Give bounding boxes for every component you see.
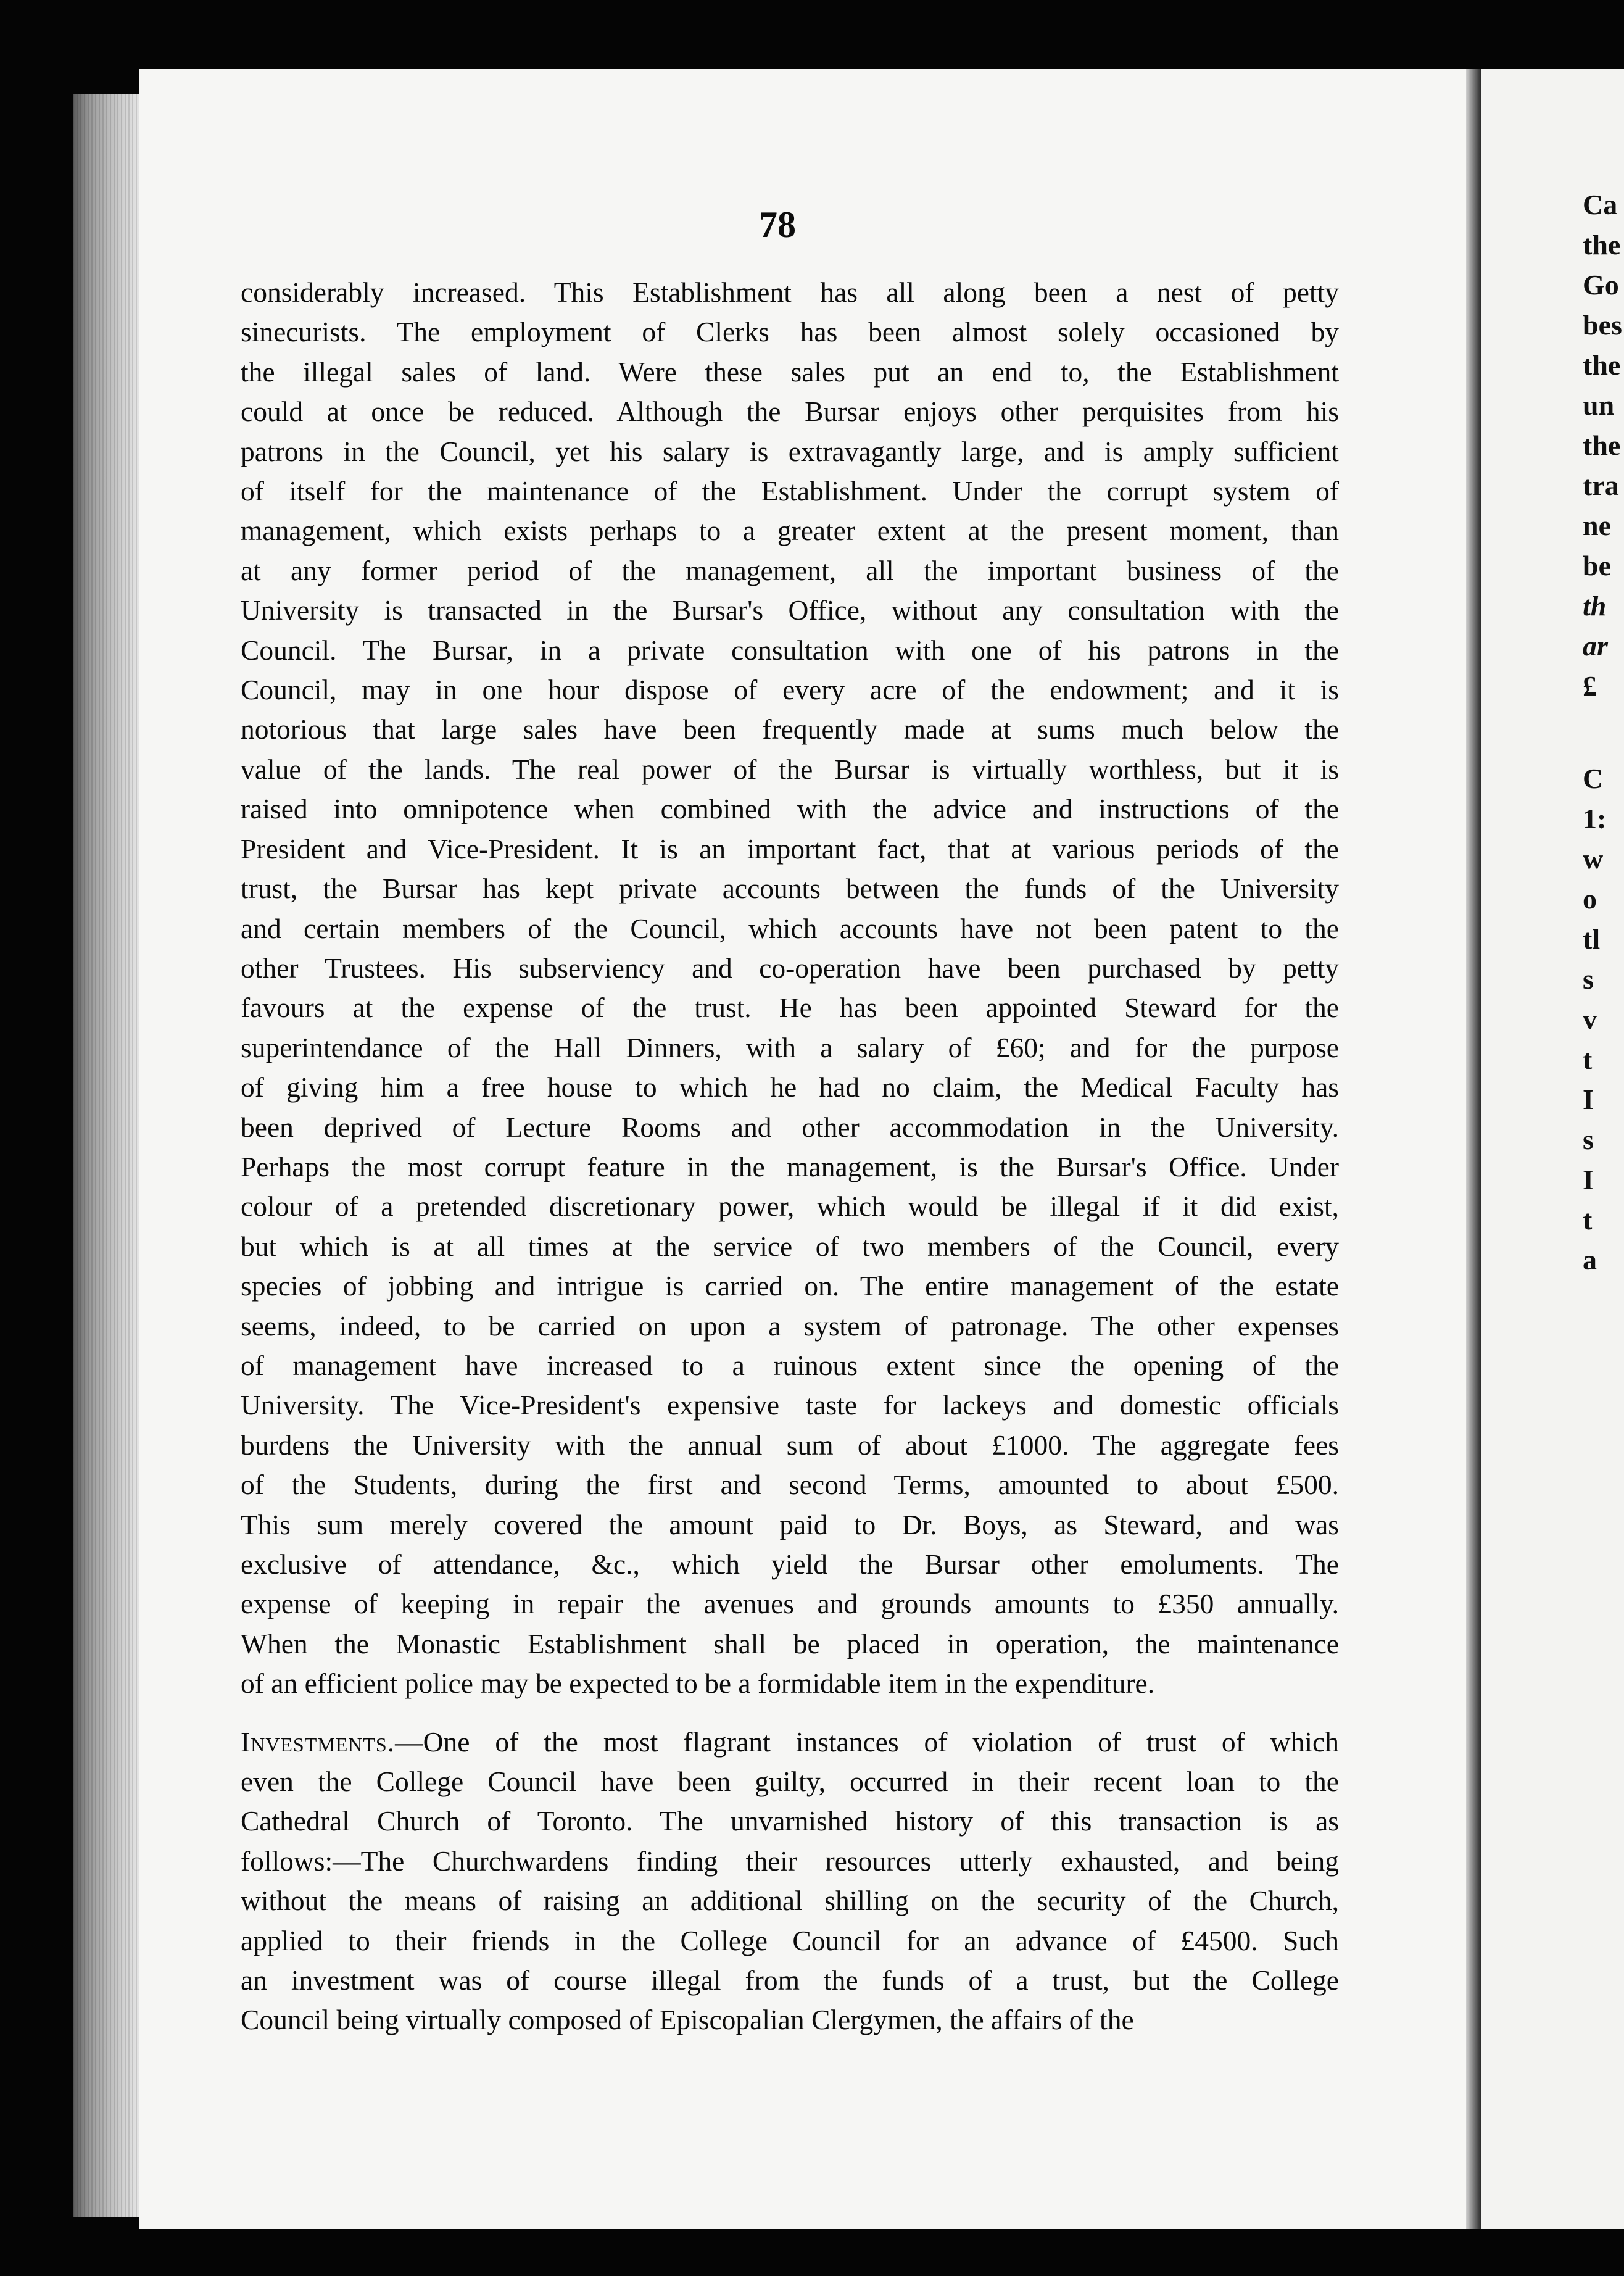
text-line: exclusive of attendance, &c., which yield the Bursar other emoluments. The bbox=[241, 1548, 1339, 1580]
page-edge bbox=[73, 94, 141, 2217]
text-line: at any former period of the management, all the important business of the bbox=[241, 554, 1339, 586]
text-line: applied to their friends in the College Council for an advance of £4500. Such bbox=[241, 1924, 1339, 1956]
text-run: —One of the most flagrant instances of violation of trust of which bbox=[395, 1726, 1339, 1758]
text-line: been deprived of Lecture Rooms and other accommodation in the University. bbox=[241, 1111, 1339, 1143]
facing-page-fragment: v bbox=[1583, 1003, 1597, 1035]
text-line: but which is at all times at the service of two members of the Council, every bbox=[241, 1230, 1339, 1262]
facing-page-fragment: C bbox=[1583, 763, 1604, 794]
facing-page-fragment: th bbox=[1583, 590, 1607, 621]
text-line: notorious that large sales have been frequently made at sums much below the bbox=[241, 713, 1339, 746]
facing-page-fragment: w bbox=[1583, 843, 1604, 874]
text-line: President and Vice-President. It is an important fact, that at various periods of the bbox=[241, 833, 1339, 865]
paragraph-2 bbox=[241, 1722, 1339, 2040]
facing-page-fragment: ar bbox=[1583, 630, 1608, 662]
facing-page-fragment: the bbox=[1583, 229, 1621, 260]
facing-page-fragment: I bbox=[1583, 1084, 1594, 1115]
facing-page bbox=[1481, 69, 1624, 2229]
text-line: University is transacted in the Bursar's Office, without any consultation with the bbox=[241, 594, 1339, 626]
facing-page-fragment: s bbox=[1583, 1124, 1594, 1155]
facing-page-fragment: tl bbox=[1583, 923, 1601, 955]
facing-page-fragment: Go bbox=[1583, 269, 1619, 301]
text-line: of management have increased to a ruinous extent since the opening of the bbox=[241, 1349, 1339, 1381]
text-line: of itself for the maintenance of the Establishment. Under the corrupt system of bbox=[241, 475, 1339, 507]
facing-page-fragment: s bbox=[1583, 963, 1594, 995]
book-gutter bbox=[1466, 69, 1481, 2229]
text-line: When the Monastic Establishment shall be placed in operation, the maintenance bbox=[241, 1627, 1339, 1659]
facing-page-fragment: be bbox=[1583, 550, 1611, 581]
facing-page-fragment: the bbox=[1583, 349, 1621, 381]
paragraph-1 bbox=[241, 273, 1339, 1704]
text-line: of an efficient police may be expected to be a formidable item in the expenditure. bbox=[241, 1668, 1155, 1700]
text-line: Council, may in one hour dispose of every acre of the endowment; and it is bbox=[241, 674, 1339, 706]
text-line: without the means of raising an additional shilling on the security of the Church, bbox=[241, 1885, 1339, 1917]
facing-page-fragment: o bbox=[1583, 883, 1597, 915]
text-line: even the College Council have been guilty, occurred in their recent loan to the bbox=[241, 1766, 1339, 1798]
text-line: superintendance of the Hall Dinners, with a salary of £60; and for the purpose bbox=[241, 1031, 1339, 1063]
body-text bbox=[241, 273, 1339, 2040]
text-line: value of the lands. The real power of the Bursar is virtually worthless, but it is bbox=[241, 753, 1339, 785]
text-line: favours at the expense of the trust. He has been appointed Steward for the bbox=[241, 992, 1339, 1024]
text-line: burdens the University with the annual sum of about £1000. The aggregate fees bbox=[241, 1429, 1339, 1461]
text-line: Cathedral Church of Toronto. The unvarnished history of this transaction is as bbox=[241, 1805, 1339, 1837]
text-line: University. The Vice-President's expensive taste for lackeys and domestic officials bbox=[241, 1389, 1339, 1421]
text-line: expense of keeping in repair the avenues and grounds amounts to £350 annually. bbox=[241, 1588, 1339, 1620]
text-line: trust, the Bursar has kept private accounts between the funds of the University bbox=[241, 873, 1339, 905]
facing-page-fragment: the bbox=[1583, 430, 1621, 461]
text-line: patrons in the Council, yet his salary is extravagantly large, and is amply sufficient bbox=[241, 435, 1339, 467]
facing-page-fragment: Ca bbox=[1583, 189, 1618, 220]
text-line: management, which exists perhaps to a greater extent at the present moment, than bbox=[241, 515, 1339, 547]
facing-page-fragment: a bbox=[1583, 1244, 1597, 1276]
text-line: species of jobbing and intrigue is carried on. The entire management of the estate bbox=[241, 1270, 1339, 1302]
text-line bbox=[241, 1722, 1339, 1762]
facing-page-fragment: £ bbox=[1583, 670, 1597, 702]
text-line: This sum merely covered the amount paid to Dr. Boys, as Steward, and was bbox=[241, 1508, 1339, 1540]
facing-page-fragment: tra bbox=[1583, 470, 1619, 501]
facing-page-fragment: 1: bbox=[1583, 803, 1607, 834]
text-line: of the Students, during the first and second Terms, amounted to about £500. bbox=[241, 1469, 1339, 1501]
facing-page-fragment: bes bbox=[1583, 309, 1622, 341]
text-line: an investment was of course illegal from the funds of a trust, but the College bbox=[241, 1964, 1339, 1996]
facing-page-fragment: ne bbox=[1583, 510, 1611, 541]
facing-page-fragment: un bbox=[1583, 389, 1615, 421]
text-line: could at once be reduced. Although the Bursar enjoys other perquisites from his bbox=[241, 396, 1339, 428]
text-line: Council. The Bursar, in a private consultation with one of his patrons in the bbox=[241, 634, 1339, 666]
page-number: 78 bbox=[759, 204, 796, 245]
text-line: Council being virtually composed of Episcopalian Clergymen, the affairs of the bbox=[241, 2004, 1134, 2036]
text-line: the illegal sales of land. Were these sales put an end to, the Establishment bbox=[241, 355, 1339, 388]
text-line: sinecurists. The employment of Clerks has been almost solely occasioned by bbox=[241, 316, 1339, 348]
text-line: colour of a pretended discretionary power, which would be illegal if it did exist, bbox=[241, 1190, 1339, 1223]
text-line: of giving him a free house to which he had no claim, the Medical Faculty has bbox=[241, 1071, 1339, 1103]
section-heading: Investments. bbox=[241, 1726, 396, 1758]
text-line: Perhaps the most corrupt feature in the management, is the Bursar's Office. Under bbox=[241, 1150, 1339, 1182]
facing-page-fragment: t bbox=[1583, 1204, 1593, 1236]
text-line: considerably increased. This Establishment has all along been a nest of petty bbox=[241, 276, 1339, 308]
facing-page-fragment: t bbox=[1583, 1044, 1593, 1075]
text-line: raised into omnipotence when combined with the advice and instructions of the bbox=[241, 793, 1339, 825]
text-line: follows:—The Churchwardens finding their resources utterly exhausted, and being bbox=[241, 1845, 1339, 1877]
text-line: and certain members of the Council, which accounts have not been patent to the bbox=[241, 912, 1339, 944]
facing-page-fragment: I bbox=[1583, 1164, 1594, 1195]
text-line: other Trustees. His subserviency and co-operation have been purchased by petty bbox=[241, 952, 1339, 984]
text-line: seems, indeed, to be carried on upon a system of patronage. The other expenses bbox=[241, 1310, 1339, 1342]
